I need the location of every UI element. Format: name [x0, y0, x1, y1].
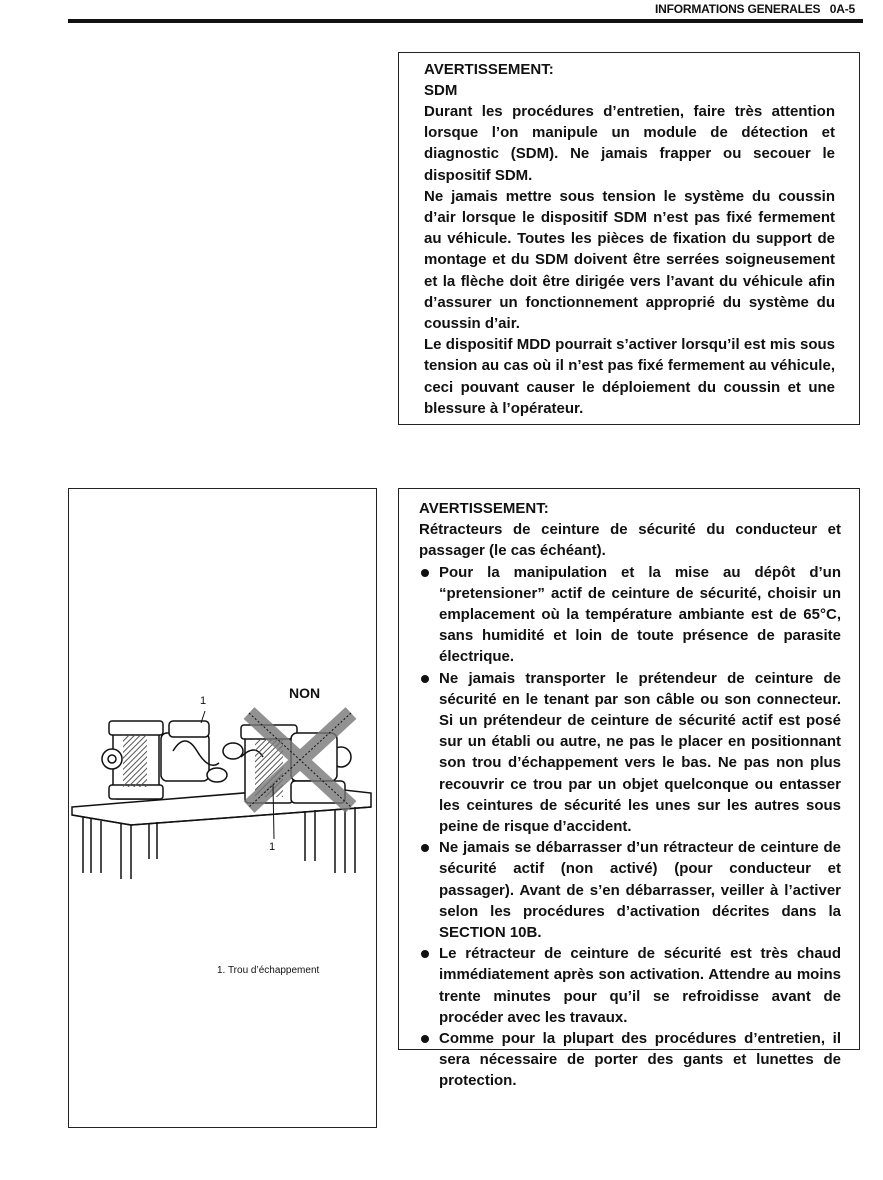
list-item — [419, 668, 841, 838]
bullet-text: Pour la manipulation et la mise au dépôt d’un “pretensioner” actif de ceinture de sécurité, choisir un emplacement où la température ambiante est de 65°C, sans humidité et loin de toute présence de parasite électrique. — [439, 563, 841, 666]
list-item — [419, 943, 841, 1028]
retractor-illustration — [69, 489, 375, 1126]
bullet-icon — [421, 675, 429, 683]
callout-number: 1 — [269, 841, 276, 853]
bullet-text: Le rétracteur de ceinture de sécurité est très chaud immédiatement après son activation. Attendre au moins trente minutes pour qu’il se refroidisse avant de procéder avec les travaux. — [439, 945, 841, 1026]
retractor-left — [102, 721, 227, 799]
warning-subtitle: SDM — [424, 82, 458, 99]
warning-bullet-list — [419, 562, 841, 1092]
warning-title: AVERTISSEMENT: — [424, 61, 554, 78]
figure-frame — [68, 488, 377, 1128]
bullet-text: Ne jamais transporter le prétendeur de ceinture de sécurité en le tenant par son câble ou son connecteur. Si un prétendeur de ceinture de sécurité actif est posé sur un établi ou autre, ne pas le placer en positionnant son trou d’échappement vers le bas. Ne pas non plus recouvrir ce trou par un objet quelconque ou entasser les ceintures de sécurité les unes sur les autres sous peine de risque d’accident. — [439, 669, 841, 836]
warning-paragraph: Ne jamais mettre sous tension le système du coussin d’air lorsque le dispositif SDM n’est pas fixé fermement au véhicule. Toutes les pièces de fixation du support de montage et du SDM doivent être serrées soigneusement et la flèche doit être dirigée vers l’avant du véhicule afin d’assurer un fonctionnement approprié du système du coussin d’air. — [424, 187, 835, 333]
list-item — [419, 837, 841, 943]
figure-caption: 1. Trou d’échappement — [217, 965, 320, 976]
warning-box-sdm — [398, 52, 860, 425]
header-rule — [68, 19, 863, 23]
callout-number: 1 — [200, 695, 207, 707]
warning-title: AVERTISSEMENT: — [419, 500, 549, 517]
bullet-icon — [421, 844, 429, 852]
page-number: 0A-5 — [829, 2, 855, 16]
warning-intro: Rétracteurs de ceinture de sécurité du conducteur et passager (le cas échéant). — [419, 521, 841, 560]
bullet-text: Comme pour la plupart des procédures d’entretien, il sera nécessaire de porter des gants et lunettes de protection. — [439, 1030, 841, 1090]
list-item — [419, 1028, 841, 1092]
bullet-text: Ne jamais se débarrasser d’un rétracteur de ceinture de sécurité actif (non activé) (pour conducteur et passager). Avant de s’en débarrasser, veiller à l’activer selon les procédures d’activation décrites dans la SECTION 10B. — [439, 839, 841, 942]
bullet-icon — [421, 1035, 429, 1043]
no-label: NON — [289, 685, 321, 701]
section-title: INFORMATIONS GENERALES — [654, 2, 821, 16]
bullet-icon — [421, 569, 429, 577]
warning-paragraph: Durant les procédures d’entretien, faire très attention lorsque l’on manipule un module de détection et diagnostic (SDM). Ne jamais frapper ou secouer le dispositif SDM. — [424, 103, 835, 184]
warning-box-retractors — [398, 488, 860, 1090]
list-item — [419, 562, 841, 668]
bullet-icon — [421, 950, 429, 958]
warning-paragraph: Le dispositif MDD pourrait s’activer lorsqu’il est mis sous tension au cas où il n’est pas fixé fermement au véhicule, ceci pouvant causer le déploiement du coussin et une blessure à l’opérateur. — [424, 336, 835, 417]
running-header — [655, 2, 855, 16]
